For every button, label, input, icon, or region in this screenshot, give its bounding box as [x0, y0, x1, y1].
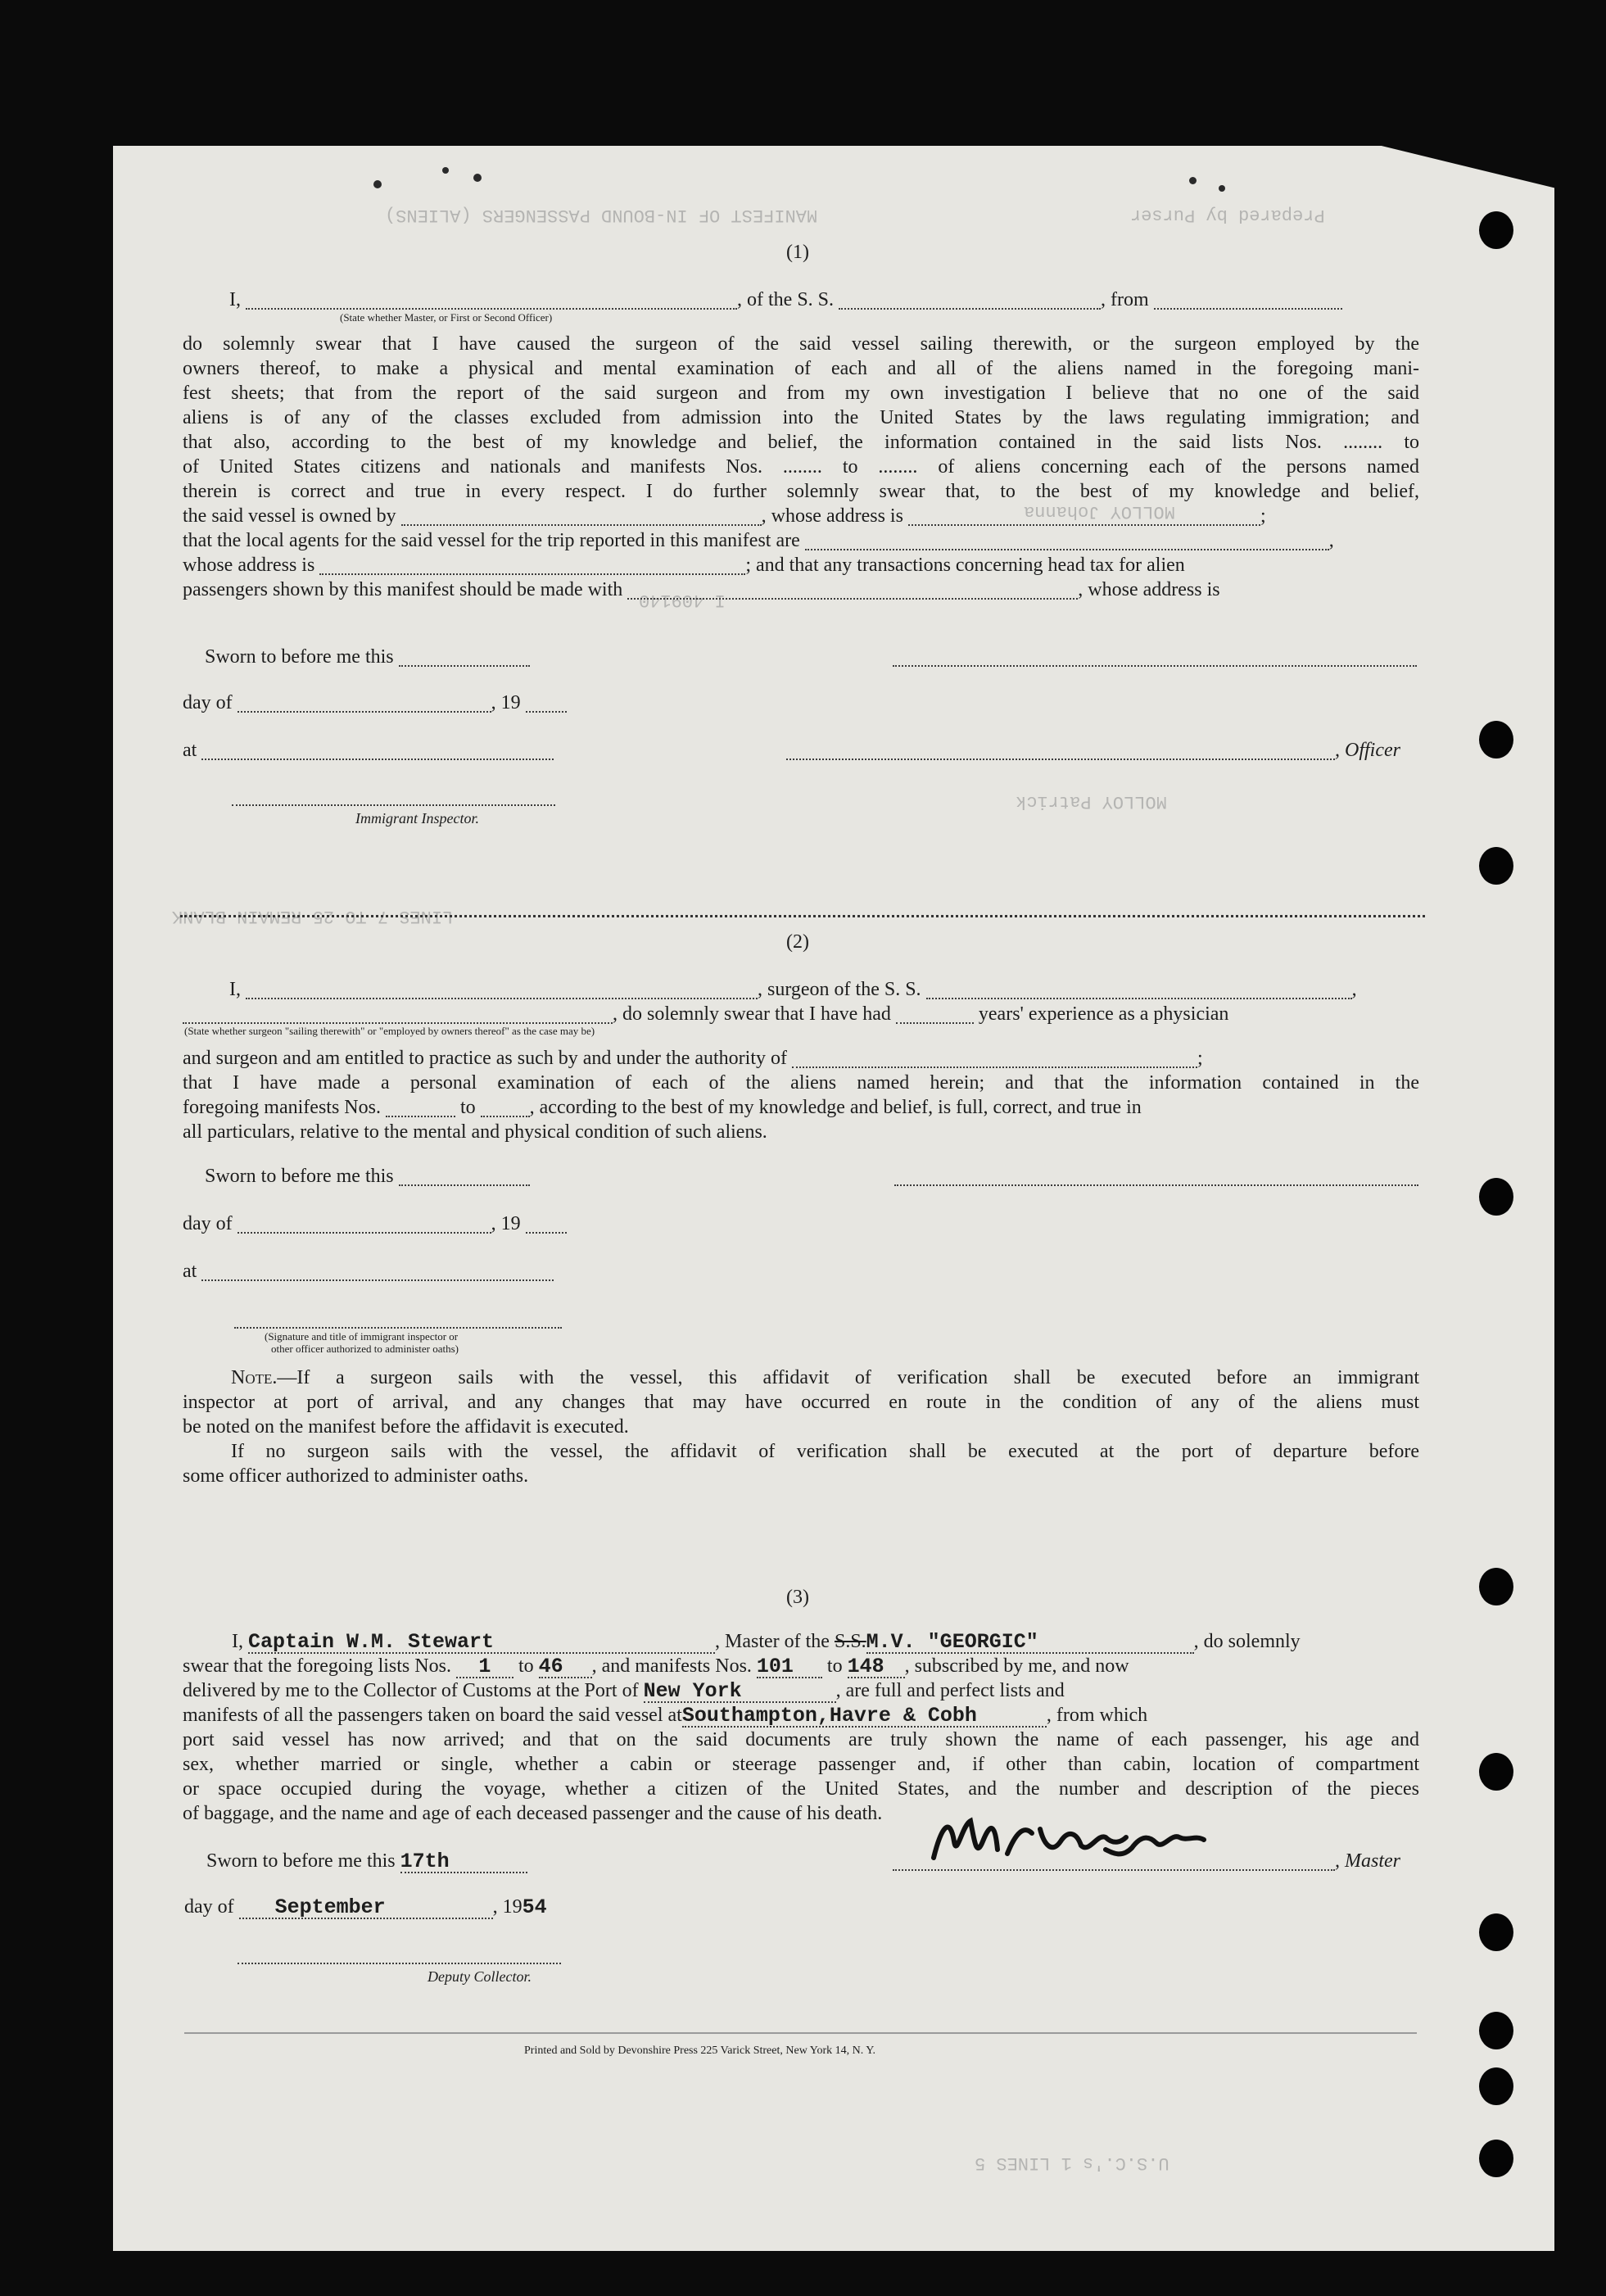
label: , do solemnly	[1193, 1631, 1301, 1652]
punch-hole	[1479, 1913, 1513, 1951]
lists-from: 1	[478, 1655, 491, 1678]
signature-blank	[234, 1309, 562, 1329]
manifests-to: 148	[847, 1655, 884, 1678]
label: , whose address is	[1078, 579, 1220, 600]
blank-line	[183, 1006, 613, 1024]
ink-speck	[1189, 177, 1197, 184]
label: that the local agents for the said vessel for the trip reported in this manifest are	[183, 530, 800, 551]
blank-line	[1154, 292, 1342, 310]
ink-speck	[373, 180, 382, 188]
month-field	[239, 1897, 493, 1919]
body-line: that I have made a personal examination of each of the aliens named herein; and that the information contained in the	[183, 1072, 1419, 1094]
manifests-line	[183, 1098, 1142, 1117]
ink-speck	[442, 167, 449, 174]
label: , according to the best of my knowledge and belief, is full, correct, and true in	[529, 1097, 1142, 1118]
month: September	[274, 1895, 386, 1919]
blank-line	[386, 1099, 455, 1117]
year-suffix: 54	[522, 1895, 547, 1919]
bleed-through-text: MOLLOY Johanna	[1024, 501, 1175, 522]
field-note: other officer authorized to administer oaths)	[271, 1343, 459, 1355]
label: day of	[184, 1896, 234, 1918]
lists-line	[183, 1656, 1129, 1678]
owner-line: the said vessel is owned by , whose address is ;	[183, 505, 1266, 527]
blank-line	[319, 557, 745, 575]
note-line: some officer authorized to administer oaths.	[183, 1465, 529, 1487]
body-line: or space occupied during the voyage, whether a citizen of the United States, and the number and description of the pieces	[183, 1778, 1419, 1800]
label: to	[459, 1097, 476, 1118]
day-line	[184, 1897, 547, 1919]
master-name: Captain W.M. Stewart	[248, 1630, 495, 1654]
punch-hole	[1479, 2140, 1513, 2177]
label: day of	[183, 1213, 233, 1234]
label: I,	[229, 289, 241, 310]
body-line: sex, whether married or single, whether a cabin or steerage passenger and, if other than cabin, location of compartment	[183, 1754, 1419, 1775]
sworn-day-field	[400, 1851, 527, 1873]
label: years' experience as a physician	[978, 1003, 1229, 1025]
section-number: (1)	[786, 242, 809, 263]
label: the said vessel is owned by	[183, 505, 396, 527]
authority-line: and surgeon and am entitled to practice as such by and under the authority of ;	[183, 1048, 1203, 1069]
label: , Master of the	[715, 1631, 830, 1652]
bleed-through-text: Prepared by Purser	[1130, 205, 1325, 225]
surgeon-line-2	[183, 1004, 1228, 1024]
body-line: of United States citizens and nationals and manifests Nos. ........ to ........ of aliens concerning each of the persons named	[183, 456, 1419, 478]
blank-line	[201, 1263, 554, 1281]
body-line: owners thereof, to make a physical and mental examination of each and all of the aliens named in the foregoing mani-	[183, 358, 1419, 379]
note-line: If no surgeon sails with the vessel, the affidavit of verification shall be executed at the port of departure before	[231, 1441, 1419, 1462]
blank-line	[246, 292, 737, 310]
port-name: New York	[643, 1679, 742, 1703]
blank-line	[238, 1216, 491, 1234]
section-divider	[180, 915, 1425, 917]
label: at	[183, 740, 197, 761]
manifests-to-field	[848, 1656, 905, 1678]
label: , subscribed by me, and now	[904, 1655, 1129, 1677]
lists-to: 46	[538, 1655, 563, 1678]
master-name-field	[248, 1632, 715, 1654]
body-line: port said vessel has now arrived; and that on the said documents are truly shown the name of each passenger, his age and	[183, 1729, 1419, 1750]
punch-hole	[1479, 211, 1513, 249]
bleed-through-text: I 409140	[639, 590, 726, 610]
label: , from which	[1046, 1705, 1148, 1726]
bleed-through-text: U.S.C.'s 1 LINES 5	[975, 2153, 1169, 2173]
footer-rule	[184, 2032, 1417, 2034]
printer-credit: Printed and Sold by Devonshire Press 225 Varick Street, New York 14, N. Y.	[524, 2045, 876, 2057]
blank-line	[893, 1853, 1335, 1871]
sworn-line	[205, 1166, 530, 1186]
field-note: (State whether surgeon "sailing therewith" or "employed by owners thereof" as the case may be)	[184, 1025, 595, 1037]
field-note: (Signature and title of immigrant inspector or	[265, 1330, 459, 1343]
inspector-blank	[232, 786, 555, 806]
punch-hole	[1479, 1753, 1513, 1791]
day-line	[183, 1214, 567, 1234]
label: ; and that any transactions concerning head tax for alien	[745, 555, 1185, 576]
lists-to-field	[539, 1656, 592, 1678]
deputy-label: Deputy Collector.	[428, 1968, 532, 1985]
label: to	[518, 1655, 534, 1677]
label: , do solemnly swear that I have had	[613, 1003, 891, 1025]
body-line: therein is correct and true in every respect. I do further solemnly swear that, to the best of my knowledge and belief,	[183, 481, 1419, 502]
blank-line	[786, 742, 1335, 760]
body-line: do solemnly swear that I have caused the surgeon of the said vessel sailing therewith, or the surgeon employed by the	[183, 333, 1419, 355]
label: and surgeon and am entitled to practice as such by and under the authority of	[183, 1048, 787, 1069]
label: Sworn to before me this	[205, 646, 394, 668]
label: , whose address is	[761, 505, 903, 527]
blank-line	[894, 1168, 1418, 1186]
label: to	[826, 1655, 843, 1677]
punch-hole	[1479, 2012, 1513, 2049]
note-line: be noted on the manifest before the affidavit is executed.	[183, 1416, 629, 1438]
departure-line	[183, 1705, 1147, 1728]
manifests-from: 101	[756, 1655, 794, 1678]
sworn-day: 17th	[400, 1850, 450, 1873]
blank-line	[399, 649, 530, 667]
label: passengers shown by this manifest should be made with	[183, 579, 623, 600]
label: delivered by me to the Collector of Customs at the Port of	[183, 1680, 639, 1701]
label: Sworn to before me this	[206, 1850, 396, 1872]
blank-line	[627, 582, 1078, 600]
agents-line: that the local agents for the said vessel for the trip reported in this manifest are ,	[183, 530, 1334, 551]
body-line: of baggage, and the name and age of each deceased passenger and the cause of his death.	[183, 1803, 883, 1824]
body-line: aliens is of any of the classes excluded from admission into the United States by the laws regulating immigration; and	[183, 407, 1419, 428]
note-line	[231, 1368, 1419, 1388]
blank-line	[896, 1006, 974, 1024]
bleed-through-text: MANIFEST OF IN-BOUND PASSENGERS (ALIENS)	[385, 205, 818, 225]
label: , from	[1101, 289, 1149, 310]
blank-line	[401, 508, 762, 526]
label: Sworn to before me this	[205, 1166, 394, 1187]
lists-from-field	[456, 1656, 513, 1678]
note-text: —If a surgeon sails with the vessel, this affidavit of verification shall be executed before an immigrant	[277, 1367, 1419, 1388]
label: I,	[229, 979, 241, 1000]
deputy-blank	[238, 1945, 561, 1964]
label: I,	[232, 1631, 243, 1652]
blank-line	[526, 1216, 567, 1234]
surgeon-line: I, , surgeon of the S. S. ,	[229, 979, 1357, 1000]
blank-line	[926, 981, 1352, 999]
label: , are full and perfect lists and	[835, 1680, 1065, 1701]
departure-ports-field	[682, 1705, 1047, 1728]
struck-ss: S.S.	[834, 1631, 866, 1652]
label: , Officer	[1335, 740, 1400, 761]
punch-hole	[1479, 1178, 1513, 1216]
at-line	[183, 740, 554, 760]
section-number: (3)	[786, 1587, 809, 1608]
vessel-field	[866, 1632, 1194, 1654]
vessel-name: M.V. "GEORGIC"	[866, 1630, 1038, 1654]
officer-line	[786, 740, 1400, 760]
label: , Master	[1335, 1850, 1400, 1872]
label: , surgeon of the S. S.	[758, 979, 921, 1000]
sworn-line	[206, 1851, 527, 1873]
body-line: that also, according to the best of my knowledge and belief, the information contained in the said lists Nos. ........ to	[183, 432, 1419, 453]
blank-line	[246, 981, 758, 999]
label: , 19	[491, 692, 521, 713]
section-number: (2)	[786, 931, 809, 953]
master-signature-line	[893, 1851, 1400, 1871]
note-line: inspector at port of arrival, and any changes that may have occurred en route in the condition of any of the aliens must	[183, 1392, 1419, 1413]
label: , of the S. S.	[737, 289, 835, 310]
signature-blank	[894, 1166, 1418, 1186]
departure-ports: Southampton,Havre & Cobh	[681, 1704, 977, 1728]
master-line	[229, 290, 1342, 310]
sworn-line	[205, 647, 530, 667]
blank-line	[893, 649, 1417, 667]
master-name-line	[232, 1632, 1301, 1654]
punch-hole	[1479, 721, 1513, 759]
ink-speck	[1219, 185, 1225, 192]
label: , and manifests Nos.	[591, 1655, 752, 1677]
day-line	[183, 693, 567, 713]
field-note: (State whether Master, or First or Second Officer)	[340, 311, 553, 324]
manifests-from-field	[757, 1656, 822, 1678]
bleed-through-text: MOLLOY Patrick	[1016, 791, 1167, 812]
signature-blank	[893, 647, 1417, 667]
blank-line	[792, 1050, 1197, 1068]
port-line	[183, 1681, 1065, 1703]
label: foregoing manifests Nos.	[183, 1097, 381, 1118]
port-field	[644, 1681, 836, 1703]
ink-speck	[473, 174, 482, 182]
blank-line	[481, 1099, 530, 1117]
inspector-label: Immigrant Inspector.	[355, 810, 479, 826]
label: whose address is	[183, 555, 315, 576]
blank-line	[238, 1946, 561, 1964]
note-label: Note.	[231, 1367, 278, 1388]
at-line	[183, 1261, 554, 1281]
label: swear that the foregoing lists Nos.	[183, 1655, 451, 1677]
head-tax-line	[183, 580, 1220, 600]
blank-line	[805, 532, 1329, 550]
blank-line	[234, 1311, 562, 1329]
punch-hole	[1479, 2067, 1513, 2105]
blank-line	[908, 508, 1260, 526]
bleed-through-text: LINES 7 TO 25 REMAIN BLANK	[172, 906, 454, 926]
blank-line	[839, 292, 1101, 310]
blank-line	[201, 742, 554, 760]
body-line: fest sheets; that from the report of the said surgeon and from my own investigation I believe that no one of the said	[183, 383, 1419, 404]
blank-line	[526, 695, 567, 713]
agents-address-line	[183, 555, 1185, 575]
label: day of	[183, 692, 233, 713]
blank-line	[238, 695, 491, 713]
label: , 19	[491, 1213, 521, 1234]
punch-hole	[1479, 847, 1513, 885]
blank-line	[232, 788, 555, 806]
label: at	[183, 1261, 197, 1282]
body-line: all particulars, relative to the mental and physical condition of such aliens.	[183, 1121, 767, 1143]
punch-hole	[1479, 1568, 1513, 1605]
label: , 19	[492, 1896, 523, 1918]
label: manifests of all the passengers taken on board the said vessel at	[183, 1705, 682, 1726]
blank-line	[399, 1168, 530, 1186]
